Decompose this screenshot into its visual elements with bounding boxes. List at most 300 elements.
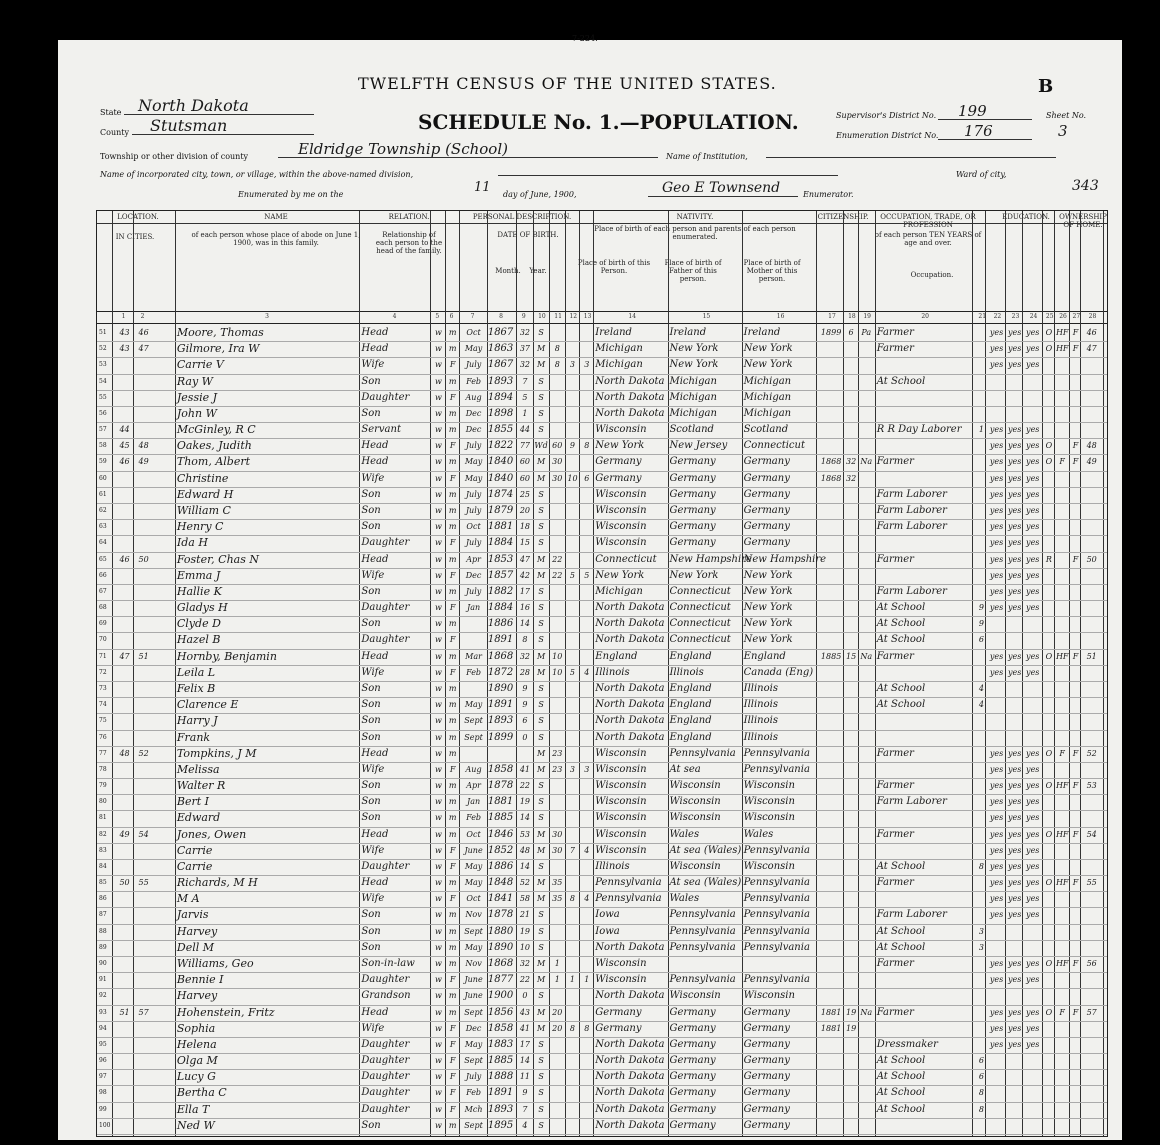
cell-nat: Na	[860, 457, 873, 467]
cell-wr: yes	[1007, 748, 1022, 758]
personal-description-header: PERSONAL DESCRIPTION.	[472, 213, 572, 221]
cell-mpob: Germany	[743, 1006, 790, 1018]
enumerator-signature: Geo E Townsend	[662, 180, 781, 196]
cell-name: Gilmore, Ira W	[176, 342, 260, 356]
cell-fpob: At sea (Wales)	[669, 844, 742, 856]
cell-mpob: Wisconsin	[743, 990, 795, 1002]
cell-fm: HF	[1055, 829, 1069, 839]
cell-name: Harvey	[176, 989, 218, 1003]
birthplace-person-header: Place of birth of this Person.	[577, 259, 651, 275]
cell-fpob: England	[669, 731, 712, 743]
cell-year: 1895	[487, 1119, 514, 1131]
table-row	[97, 713, 1107, 729]
cell-mar: M	[536, 570, 546, 580]
cell-fpob: Germany	[669, 1071, 716, 1083]
cell-pob: Wisconsin	[595, 488, 647, 500]
cell-name: Moore, Thomas	[176, 326, 264, 339]
cell-en: yes	[1026, 603, 1040, 613]
line-number: 52	[99, 345, 107, 353]
cell-mo: 6	[978, 1056, 984, 1066]
cell-rel: Daughter	[361, 634, 410, 646]
line-number: 91	[99, 976, 107, 984]
cell-fm: HF	[1055, 344, 1069, 354]
cell-pob: New York	[595, 569, 645, 581]
table-row	[97, 374, 1107, 390]
cell-fpob: Wisconsin	[669, 860, 721, 872]
cell-age: 14	[519, 861, 530, 871]
cell-rel: Head	[361, 747, 389, 759]
cell-month: Sept	[464, 1120, 483, 1130]
cell-liv: 4	[584, 667, 590, 677]
line-number: 87	[99, 911, 107, 919]
cell-year: 1840	[487, 456, 514, 468]
cell-rel: Son	[361, 731, 381, 743]
cell-pob: Wisconsin	[595, 537, 647, 549]
cell-pob: North Dakota	[595, 375, 665, 387]
cell-sex: m	[448, 797, 457, 807]
cell-occ: R R Day Laborer	[876, 424, 962, 436]
column-number: 22	[993, 313, 1002, 320]
table-row	[97, 940, 1107, 956]
column-number: 14	[628, 313, 637, 320]
table-row	[97, 697, 1107, 713]
cell-occ: Farmer	[876, 747, 914, 759]
cell-dw: 47	[119, 651, 130, 661]
cell-year: 1856	[487, 1006, 514, 1018]
cell-sex: m	[448, 457, 457, 467]
line-number: 68	[99, 604, 107, 612]
cell-name: Harry J	[176, 714, 218, 728]
cell-month: May	[464, 878, 483, 888]
line-number: 66	[99, 571, 107, 579]
cell-month: July	[465, 1072, 482, 1082]
cell-liv: 4	[584, 894, 590, 904]
cell-wr: yes	[1007, 441, 1022, 451]
cell-rd: yes	[989, 603, 1004, 613]
cell-us: 32	[846, 473, 857, 483]
enumerated-month: day of June, 1900,	[503, 190, 577, 199]
cell-occ: Dressmaker	[876, 1038, 938, 1050]
cell-color: w	[434, 797, 442, 807]
cell-sch: 55	[1086, 878, 1097, 888]
cell-born: 3	[569, 764, 576, 774]
cell-mar: M	[536, 457, 546, 467]
cell-sch: 50	[1086, 554, 1097, 564]
birthplace-mother-header: Place of birth of Mother of this person.	[743, 259, 801, 283]
table-row	[97, 988, 1107, 1004]
cell-year: 1855	[487, 424, 514, 436]
cell-year: 1867	[487, 327, 514, 338]
cell-color: w	[434, 408, 442, 418]
cell-sex: m	[448, 959, 457, 969]
cell-year: 1890	[487, 682, 514, 694]
township-value: Eldridge Township (School)	[298, 140, 508, 158]
column-number: 5	[435, 313, 440, 320]
cell-rel: Grandson	[361, 990, 411, 1002]
sheet-letter: B	[1038, 76, 1054, 97]
cell-name: Oakes, Judith	[176, 439, 252, 453]
cell-age: 22	[519, 975, 530, 985]
cell-rd: yes	[989, 457, 1004, 467]
cell-color: w	[434, 667, 442, 677]
cell-mpob: Pennsylvania	[743, 763, 810, 775]
cell-sex: m	[448, 926, 457, 936]
cell-en: yes	[1026, 1007, 1040, 1017]
cell-rd: yes	[989, 829, 1004, 839]
cell-name: Edward H	[176, 487, 234, 501]
cell-fm: HF	[1055, 781, 1069, 791]
cell-sch: 57	[1086, 1007, 1097, 1017]
cell-color: w	[434, 603, 442, 613]
column-number: 17	[828, 313, 836, 320]
column-number: 3	[265, 313, 269, 320]
cell-name: Edward	[176, 811, 221, 825]
cell-mar: S	[538, 1039, 544, 1049]
line-number: 90	[99, 960, 107, 968]
cell-wr: yes	[1007, 797, 1022, 807]
cell-mar: M	[536, 473, 546, 483]
cell-sex: m	[448, 829, 457, 839]
cell-mpob: Germany	[743, 1119, 790, 1131]
cell-year: 1879	[487, 504, 514, 516]
table-row	[97, 584, 1107, 600]
county-value: Stutsman	[150, 116, 228, 135]
cell-rd: yes	[989, 328, 1004, 337]
cell-rel: Daughter	[361, 1071, 410, 1083]
cell-mo: 6	[978, 1072, 984, 1082]
cell-name: Tompkins, J M	[176, 746, 257, 760]
cell-dw: 49	[119, 829, 130, 839]
cell-rd: yes	[989, 845, 1004, 855]
cell-name: Bertha C	[176, 1086, 227, 1100]
cell-pob: North Dakota	[595, 715, 665, 727]
cell-age: 9	[522, 683, 528, 693]
cell-year: 1880	[487, 925, 514, 937]
cell-age: 77	[519, 441, 530, 451]
cell-name: Dell M	[176, 940, 214, 954]
cell-mpob: Germany	[743, 1103, 790, 1115]
cell-sch: 54	[1086, 829, 1097, 839]
cell-mar: M	[536, 748, 546, 758]
cell-age: 48	[519, 845, 530, 855]
cell-sex: m	[448, 489, 457, 499]
cell-fpob: Wisconsin	[669, 812, 721, 824]
sheet-no-value: 3	[1058, 122, 1068, 140]
line-number: 96	[99, 1057, 107, 1065]
cell-fm: HF	[1055, 878, 1069, 888]
cell-year: 1857	[487, 569, 514, 581]
column-number: 27	[1072, 313, 1081, 320]
cell-fpob: Illinois	[669, 666, 704, 678]
table-row	[97, 1037, 1107, 1053]
cell-wr: yes	[1007, 360, 1022, 370]
cell-mpob: Pennsylvania	[743, 925, 810, 937]
cell-fam: 57	[138, 1007, 149, 1017]
cell-color: w	[434, 764, 442, 774]
cell-pob: Wisconsin	[595, 796, 647, 808]
schedule-title: SCHEDULE No. 1.—POPULATION.	[418, 110, 799, 134]
cell-rel: Servant	[361, 424, 401, 436]
cell-mar: M	[536, 975, 546, 985]
cell-rel: Son	[361, 375, 381, 387]
cell-rd: yes	[989, 1039, 1004, 1049]
cell-fpob: Germany	[669, 1119, 716, 1131]
cell-rel: Daughter	[361, 860, 410, 872]
cell-year: 1848	[487, 877, 514, 889]
cell-sex: F	[449, 894, 456, 904]
cell-mar: M	[536, 764, 546, 774]
cell-wr: yes	[1007, 1007, 1022, 1017]
cell-mpob: Scotland	[743, 424, 789, 436]
cell-occ: Farmer	[876, 343, 914, 355]
cell-rd: yes	[989, 764, 1004, 774]
cell-name: Felix B	[176, 681, 216, 695]
cell-name: Hazel B	[176, 633, 221, 647]
cell-sex: F	[449, 635, 456, 645]
cell-pob: North Dakota	[595, 602, 665, 614]
cell-rel: Wife	[361, 1022, 385, 1034]
cell-rel: Son	[361, 585, 381, 597]
cell-sex: m	[448, 910, 457, 920]
cell-name: Frank	[176, 730, 211, 744]
cell-color: w	[434, 522, 442, 532]
cell-mpob: Michigan	[743, 375, 792, 387]
enumerator-label: Enumerator.	[803, 190, 854, 199]
cell-wr: yes	[1007, 894, 1022, 904]
cell-month: Oct	[466, 522, 481, 532]
cell-year: 1884	[487, 537, 514, 549]
cell-mpob: Ireland	[743, 327, 781, 338]
cell-yrs: 8	[554, 360, 560, 370]
cell-en: yes	[1026, 667, 1040, 677]
relation-header: RELATION.	[388, 213, 430, 221]
cell-pob: Michigan	[595, 585, 643, 597]
cell-sch: 52	[1086, 748, 1097, 758]
cell-age: 52	[519, 878, 530, 888]
cell-color: w	[434, 635, 442, 645]
birthplace-father-header: Place of birth of Father of this person.	[664, 259, 722, 283]
cell-color: w	[434, 554, 442, 564]
cell-age: 60	[519, 473, 530, 483]
cell-yrs: 10	[552, 651, 563, 661]
cell-month: Apr	[466, 781, 481, 791]
cell-mpob: Wisconsin	[743, 796, 795, 808]
cell-wr: yes	[1007, 845, 1022, 855]
cell-sch: 46	[1086, 328, 1097, 337]
line-number: 73	[99, 684, 107, 692]
cell-name: John W	[176, 406, 217, 420]
cell-nat: Na	[860, 1007, 873, 1017]
cell-wr: yes	[1007, 473, 1022, 483]
cell-name: Ned W	[176, 1118, 215, 1132]
cell-mar: S	[538, 716, 544, 726]
cell-age: 7	[522, 1104, 528, 1114]
cell-sex: F	[449, 861, 456, 871]
cell-sex: m	[448, 716, 457, 726]
cell-color: w	[434, 926, 442, 936]
cell-rd: yes	[989, 554, 1004, 564]
line-number: 100	[99, 1121, 111, 1129]
cell-occ: At School	[876, 634, 926, 646]
cell-name: Williams, Geo	[176, 957, 254, 971]
cell-en: yes	[1026, 344, 1040, 354]
table-row	[97, 1102, 1107, 1118]
cell-en: yes	[1026, 489, 1040, 499]
ownership-header: OWNERSHIP OF HOME.	[1059, 213, 1107, 229]
cell-rd: yes	[989, 1023, 1004, 1033]
cell-rel: Son	[361, 796, 381, 808]
cell-wr: yes	[1007, 959, 1022, 969]
cell-month: Aug	[465, 764, 482, 774]
cell-wr: yes	[1007, 328, 1022, 337]
cell-sex: m	[448, 376, 457, 386]
cell-liv: 3	[584, 360, 590, 370]
cell-farm: F	[1072, 959, 1079, 969]
cell-en: yes	[1026, 1039, 1040, 1049]
cell-yrs: 10	[552, 667, 563, 677]
table-row	[97, 875, 1107, 891]
cell-year: 1858	[487, 763, 514, 775]
occupation-header: OCCUPATION, TRADE, OR PROFESSION	[880, 213, 976, 229]
cell-farm: F	[1072, 328, 1079, 337]
cell-pob: Iowa	[595, 909, 620, 921]
line-number: 64	[99, 539, 107, 547]
cell-born: 5	[569, 570, 576, 580]
cell-pob: Pennsylvania	[595, 893, 662, 905]
column-number: 16	[776, 313, 785, 320]
cell-dw: 43	[119, 328, 130, 337]
cell-dw: 51	[119, 1007, 130, 1017]
cell-rel: Daughter	[361, 974, 410, 986]
cell-born: 10	[567, 473, 578, 483]
cell-sex: m	[448, 942, 457, 952]
cell-color: w	[434, 425, 442, 435]
line-number: 93	[99, 1008, 107, 1016]
cell-year: 1872	[487, 666, 514, 678]
cell-liv: 4	[584, 845, 590, 855]
line-number: 88	[99, 927, 107, 935]
column-number: 11	[554, 313, 562, 320]
cell-fpob: New York	[669, 569, 719, 581]
line-number: 75	[99, 717, 107, 725]
cell-wr: yes	[1007, 1039, 1022, 1049]
cell-en: yes	[1026, 894, 1040, 904]
supervisor-value: 199	[958, 102, 987, 120]
cell-wr: yes	[1007, 457, 1022, 467]
cell-month: July	[465, 505, 482, 515]
cell-color: w	[434, 991, 442, 1001]
cell-yrs: 35	[552, 894, 563, 904]
cell-en: yes	[1026, 861, 1040, 871]
cell-en: yes	[1026, 764, 1040, 774]
cell-mpob: Germany	[743, 1038, 790, 1050]
cell-age: 5	[522, 392, 528, 402]
cell-color: w	[434, 441, 442, 451]
cell-month: July	[465, 538, 482, 548]
cell-rel: Son	[361, 941, 381, 953]
table-row	[97, 794, 1107, 810]
township-label: Township or other division of county	[100, 152, 249, 161]
cell-mar: S	[538, 489, 544, 499]
cell-farm: F	[1072, 344, 1079, 354]
cell-en: yes	[1026, 505, 1040, 515]
line-number: 60	[99, 474, 107, 482]
cell-pob: Wisconsin	[595, 828, 647, 840]
cell-fam: 50	[138, 554, 149, 564]
cell-rel: Wife	[361, 359, 385, 371]
cell-wr: yes	[1007, 764, 1022, 774]
cell-occ: Farmer	[876, 650, 914, 662]
cell-occ: At School	[876, 375, 926, 387]
cell-pob: North Dakota	[595, 1103, 665, 1115]
cell-imm: 1899	[820, 328, 842, 337]
column-number: 6	[449, 313, 454, 320]
cell-mar: S	[538, 797, 544, 807]
cell-mar: S	[538, 991, 544, 1001]
cell-month: Nov	[465, 959, 482, 969]
cell-en: yes	[1026, 360, 1040, 370]
cell-fm: HF	[1055, 959, 1069, 969]
cell-rd: yes	[989, 360, 1004, 370]
cell-occ: At School	[876, 1087, 926, 1099]
cell-month: May	[464, 457, 483, 467]
cell-rd: yes	[989, 586, 1004, 596]
cell-sex: m	[448, 878, 457, 888]
cell-color: w	[434, 1056, 442, 1066]
enumeration-label: Enumeration District No.	[836, 131, 939, 140]
cell-mar: Wd	[534, 441, 548, 451]
cell-wr: yes	[1007, 878, 1022, 888]
cell-en: yes	[1026, 829, 1040, 839]
cell-rd: yes	[989, 894, 1004, 904]
line-number: 61	[99, 490, 107, 498]
cell-mpob: Canada (Eng)	[743, 666, 814, 678]
column-number: 12	[569, 313, 578, 320]
cell-pob: North Dakota	[595, 699, 665, 711]
row-divider	[97, 1134, 1107, 1135]
cell-month: Sept	[464, 732, 483, 742]
cell-age: 19	[519, 797, 530, 807]
cell-yrs: 1	[554, 959, 560, 969]
line-number: 51	[99, 329, 107, 336]
cell-year: 1893	[487, 715, 514, 727]
cell-color: w	[434, 473, 442, 483]
cell-mar: S	[538, 328, 544, 337]
cell-fpob: England	[669, 650, 712, 662]
cell-rd: yes	[989, 781, 1004, 791]
line-number: 72	[99, 668, 107, 676]
cell-pob: Wisconsin	[595, 424, 647, 436]
cell-fpob: Germany	[669, 1006, 716, 1018]
cell-sex: m	[448, 683, 457, 693]
cell-fm: F	[1059, 1007, 1065, 1017]
table-row	[97, 778, 1107, 794]
cell-pob: Wisconsin	[595, 974, 647, 986]
cell-age: 53	[519, 829, 530, 839]
cell-fpob: Michigan	[669, 407, 717, 419]
cell-liv: 3	[584, 764, 590, 774]
cell-age: 17	[519, 1039, 530, 1049]
occupation-col-header: Occupation.	[910, 271, 954, 279]
cell-dw: 44	[119, 425, 130, 435]
cell-yrs: 30	[552, 457, 563, 467]
cell-wr: yes	[1007, 538, 1022, 548]
cell-mpob: Germany	[743, 472, 790, 484]
cell-month: Sept	[464, 716, 483, 726]
cell-born: 5	[569, 667, 576, 677]
cell-occ: At School	[876, 682, 926, 694]
cell-mo: 4	[978, 683, 984, 693]
